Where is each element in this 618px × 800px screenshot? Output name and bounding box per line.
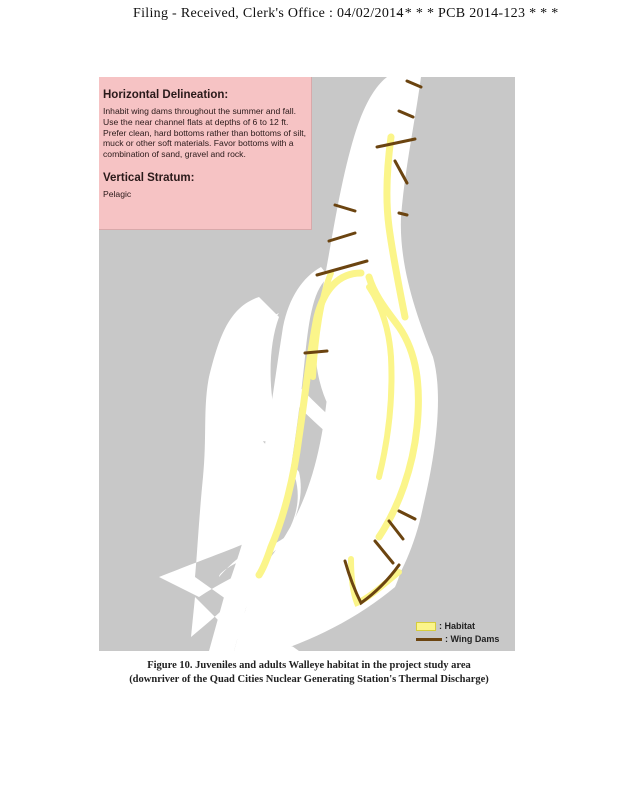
wing-dam (305, 351, 327, 353)
horizontal-delineation-title: Horizontal Delineation: (103, 89, 229, 101)
legend-habitat-row (416, 620, 475, 632)
habitat-swatch (416, 622, 436, 631)
habitat-info-box (99, 77, 312, 230)
map-legend (416, 619, 514, 649)
figure-caption (0, 659, 618, 687)
filing-stamp: Filing - Received, Clerk's Office : 04/02/2014 (133, 6, 404, 21)
caption-line-1: Figure 10. Juveniles and adults Walleye habitat in the project study area (147, 660, 471, 671)
vertical-stratum-text: Pelagic (103, 188, 132, 199)
wing-dam (399, 213, 407, 215)
document-header (0, 6, 618, 26)
caption-line-2: (downriver of the Quad Cities Nuclear Generating Station's Thermal Discharge) (129, 674, 489, 685)
horizontal-delineation-text: Inhabit wing dams throughout the summer and fall. Use the near channel flats at depths of 6 to 12 ft. Prefer clean, hard bottoms rather than bottoms of silt, muck or other soft materials. Favor bottoms with a combination of sand, gravel and rock. (103, 106, 307, 160)
legend-habitat-label: : Habitat (439, 621, 475, 631)
case-number: - * * * PCB 2014-123 * * * (396, 6, 559, 21)
legend-wing-dams-label: : Wing Dams (445, 634, 500, 644)
wing-dam-swatch (416, 638, 442, 641)
legend-wing-dams-row (416, 633, 499, 645)
vertical-stratum-title: Vertical Stratum: (103, 171, 195, 184)
